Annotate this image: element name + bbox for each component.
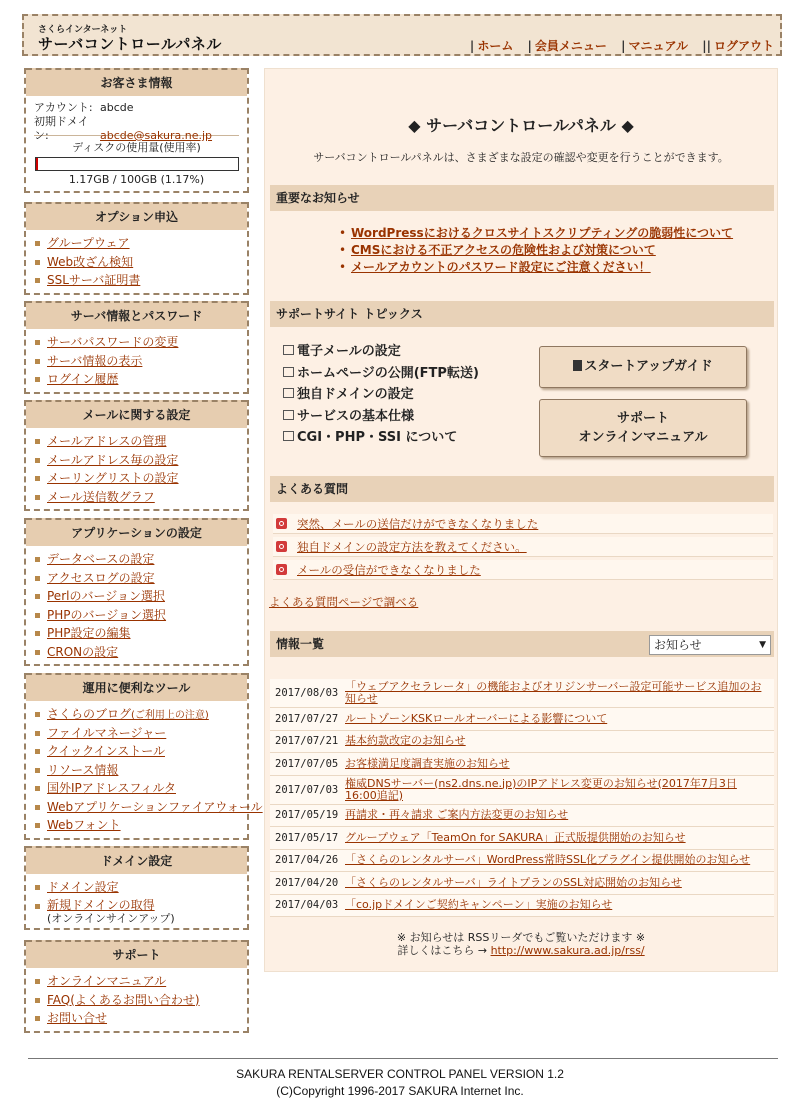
- news-link[interactable]: 再請求・再々請求 ご案内方法変更のお知らせ: [345, 808, 569, 822]
- faq-item[interactable]: メールの受信ができなくなりました: [273, 560, 773, 580]
- top-nav: [460, 37, 774, 54]
- news-row: 2017/04/03 「co.jpドメインご契約キャンペーン」実施のお知らせ: [270, 895, 774, 918]
- footer: [0, 1066, 800, 1100]
- external-link-icon: [283, 431, 294, 441]
- news-row: 2017/07/05 お客様満足度調査実施のお知らせ: [270, 753, 774, 776]
- sidebar-item-new-domain[interactable]: 新規ドメインの取得: [47, 897, 155, 912]
- sidebar-item-mail-send-graph[interactable]: メール送信数グラフ: [47, 489, 155, 504]
- notice-link[interactable]: メールアカウントのパスワード設定にご注意ください！: [351, 260, 651, 274]
- news-link[interactable]: 権威DNSサーバー(ns2.dns.ne.jp)のIPアドレス変更のお知らせ(2017年7月3日 16:00追記): [345, 776, 737, 802]
- sidebar-item-access-log[interactable]: アクセスログの設定: [47, 570, 155, 585]
- news-link[interactable]: グループウェア「TeamOn for SAKURA」正式版提供開始のお知らせ: [345, 830, 686, 844]
- news-row: 2017/05/19 再請求・再々請求 ご案内方法変更のお知らせ: [270, 805, 774, 828]
- news-row: 2017/04/26 「さくらのレンタルサーバ」WordPress常時SSL化プラグイン提供開始のお知らせ: [270, 850, 774, 873]
- options-box-title: オプション申込: [26, 202, 247, 230]
- important-notices-header: 重要なお知らせ: [270, 185, 774, 211]
- domain-box-title: ドメイン設定: [26, 846, 247, 874]
- sidebar-item-groupware[interactable]: グループウェア: [47, 236, 130, 250]
- info-category-select[interactable]: お知らせ ▼: [649, 635, 771, 655]
- nav-logout-link[interactable]: || ログアウト: [702, 39, 774, 53]
- startup-guide-button[interactable]: スタートアップガイド: [539, 346, 747, 388]
- sidebar-item-faq[interactable]: FAQ(よくあるお問い合わせ): [47, 992, 200, 1007]
- news-link[interactable]: 基本約款改定のお知らせ: [345, 734, 466, 748]
- book-icon: [573, 360, 582, 371]
- footer-version: SAKURA RENTALSERVER CONTROL PANEL VERSION 1.2: [236, 1067, 564, 1081]
- account-value: abcde: [100, 101, 134, 114]
- server-info-box: [24, 301, 249, 394]
- mail-settings-box: [24, 400, 249, 511]
- important-notices-list: [345, 225, 733, 276]
- sidebar-item-domain-settings[interactable]: ドメイン設定: [47, 880, 119, 894]
- notice-link[interactable]: WordPressにおけるクロスサイトスクリプティングの脆弱性について: [351, 226, 734, 240]
- question-icon: [276, 518, 287, 529]
- sidebar-item-cron[interactable]: CRONの設定: [47, 644, 119, 659]
- sidebar-item-php-version[interactable]: PHPのバージョン選択: [47, 607, 167, 622]
- disk-usage-fill: [36, 158, 38, 170]
- page-title: ◆ サーバコントロールパネル ◆: [408, 116, 634, 135]
- news-link[interactable]: 「ウェブアクセラレータ」の機能およびオリジンサーバー設定可能サービス追加のお知らせ: [345, 680, 762, 705]
- nav-member-menu-link[interactable]: | 会員メニュー: [527, 39, 607, 53]
- brand-subtitle: さくらインターネット: [38, 25, 128, 35]
- page-header: [22, 14, 782, 56]
- sidebar-item-change-password[interactable]: サーバパスワードの変更: [47, 335, 179, 349]
- topic-item[interactable]: 電子メールの設定: [283, 341, 479, 363]
- account-label: アカウント:: [34, 101, 93, 114]
- sidebar-item-database[interactable]: データベースの設定: [47, 552, 155, 566]
- sidebar-item-web-font[interactable]: Webフォント: [47, 818, 121, 832]
- disk-usage-bar: [35, 157, 239, 171]
- chevron-down-icon: ▼: [759, 640, 766, 650]
- sidebar-item-web-tamper-detection[interactable]: Web改ざん検知: [47, 254, 134, 269]
- external-link-icon: [283, 410, 294, 420]
- footer-copyright: (C)Copyright 1996-2017 SAKURA Internet Inc.: [276, 1084, 524, 1098]
- rss-note: ※ お知らせは RSSリーダでもご覧いただけます ※ 詳しくはこちら → http://www.sakura.ad.jp/rss/: [396, 931, 646, 957]
- sidebar-item-resource-info[interactable]: リソース情報: [47, 762, 119, 777]
- sidebar-item-foreign-ip-filter[interactable]: 国外IPアドレスフィルタ: [47, 781, 176, 795]
- brand-title: サーバコントロールパネル: [38, 35, 222, 53]
- question-icon: [276, 541, 287, 552]
- external-link-icon: [283, 345, 294, 355]
- domain-label: 初期ドメイン:: [34, 115, 89, 142]
- news-link[interactable]: お客様満足度調査実施のお知らせ: [345, 756, 510, 770]
- sidebar-item-perl-version[interactable]: Perlのバージョン選択: [47, 589, 165, 603]
- topic-item[interactable]: CGI・PHP・SSI について: [283, 427, 479, 449]
- support-topics-list: [283, 341, 479, 449]
- faq-more-link[interactable]: よくある質問ページで調べる: [269, 595, 419, 609]
- sidebar-item-ssl-certificate[interactable]: SSLサーバ証明書: [47, 273, 141, 287]
- faq-header: よくある質問: [270, 476, 774, 502]
- news-row: 2017/05/17 グループウェア「TeamOn for SAKURA」正式版提供開始のお知らせ: [270, 827, 774, 850]
- support-topics-header: サポートサイト トピックス: [270, 301, 774, 327]
- news-link[interactable]: 「さくらのレンタルサーバ」WordPress常時SSL化プラグイン提供開始のお知らせ: [345, 853, 751, 867]
- faq-item[interactable]: 独自ドメインの設定方法を教えてください。: [273, 537, 773, 557]
- tools-box: [24, 673, 263, 840]
- options-box: [24, 202, 249, 295]
- sidebar-item-online-manual[interactable]: オンラインマニュアル: [47, 974, 167, 988]
- news-row: 2017/04/20 「さくらのレンタルサーバ」ライトプランのSSL対応開始のお知らせ: [270, 872, 774, 895]
- news-link[interactable]: ルートゾーンKSKロールオーバーによる影響について: [345, 711, 608, 725]
- news-row: 2017/07/27 ルートゾーンKSKロールオーバーによる影響について: [270, 708, 774, 731]
- domain-box: [24, 846, 249, 930]
- external-link-icon: [283, 388, 294, 398]
- sidebar-item-server-info[interactable]: サーバ情報の表示: [47, 353, 143, 368]
- news-link[interactable]: 「さくらのレンタルサーバ」ライトプランのSSL対応開始のお知らせ: [345, 875, 682, 889]
- sidebar-item-waf[interactable]: Webアプリケーションファイアウォール: [47, 799, 263, 814]
- news-row: 2017/08/03 「ウェブアクセラレータ」の機能およびオリジンサーバー設定可能サービス追加のお知らせ: [270, 679, 774, 708]
- server-info-box-title: サーバ情報とパスワード: [26, 301, 247, 329]
- app-settings-box: [24, 518, 249, 666]
- footer-divider: [28, 1058, 778, 1059]
- nav-home-link[interactable]: | ホーム: [469, 39, 514, 53]
- sidebar-item-quick-install[interactable]: クイックインストール: [47, 744, 165, 758]
- nav-manual-link[interactable]: | マニュアル: [621, 39, 689, 53]
- initial-domain-link[interactable]: abcde@sakura.ne.jp: [100, 129, 213, 142]
- account-box: [24, 68, 249, 193]
- app-settings-box-title: アプリケーションの設定: [26, 518, 247, 546]
- faq-item[interactable]: 突然、メールの送信だけができなくなりました: [273, 514, 773, 534]
- info-list-header: 情報一覧: [270, 631, 774, 657]
- support-box: [24, 940, 249, 1033]
- topic-item[interactable]: サービスの基本仕様: [283, 406, 479, 428]
- sidebar-item-mailing-list[interactable]: メーリングリストの設定: [47, 471, 179, 485]
- question-icon: [276, 564, 287, 575]
- tools-box-title: 運用に便利なツール: [26, 673, 247, 701]
- rss-link[interactable]: http://www.sakura.ad.jp/rss/: [490, 944, 645, 957]
- support-box-title: サポート: [26, 940, 247, 968]
- sidebar-item-file-manager[interactable]: ファイルマネージャー: [47, 725, 167, 740]
- news-row: 2017/07/03 権威DNSサーバー(ns2.dns.ne.jp)のIPアドレス変更のお知らせ(2017年7月3日 16:00追記): [270, 776, 774, 805]
- sidebar-item-sakura-blog[interactable]: さくらのブログ(ご利用上の注意): [47, 707, 209, 721]
- news-link[interactable]: 「co.jpドメインご契約キャンペーン」実施のお知らせ: [345, 898, 613, 912]
- sidebar-item-php-settings[interactable]: PHP設定の編集: [47, 626, 131, 640]
- news-row: 2017/07/21 基本約款改定のお知らせ: [270, 731, 774, 754]
- page-description: サーバコントロールパネルは、さまざまな設定の確認や変更を行うことができます。: [313, 151, 729, 164]
- account-box-title: お客さま情報: [26, 68, 247, 96]
- disk-usage-text: 1.17GB / 100GB (1.17%): [68, 173, 205, 186]
- online-manual-button[interactable]: サポート オンラインマニュアル: [539, 399, 747, 457]
- mail-settings-box-title: メールに関する設定: [26, 400, 247, 428]
- sidebar-item-login-history[interactable]: ログイン履歴: [47, 372, 119, 386]
- sidebar-item-mail-address-settings[interactable]: メールアドレス毎の設定: [47, 452, 179, 467]
- sidebar-item-mail-address-management[interactable]: メールアドレスの管理: [47, 434, 167, 448]
- disk-usage-label: ディスクの使用量(使用率): [34, 135, 239, 155]
- notice-link[interactable]: CMSにおける不正アクセスの危険性および対策について: [351, 243, 656, 257]
- main-panel: [264, 68, 778, 972]
- external-link-icon: [283, 367, 294, 377]
- new-domain-note: (オンラインサインアップ): [47, 911, 175, 925]
- news-list: [270, 679, 774, 917]
- topic-item[interactable]: 独自ドメインの設定: [283, 384, 479, 406]
- topic-item[interactable]: ホームページの公開(FTP転送): [283, 363, 479, 385]
- sidebar-item-contact[interactable]: お問い合せ: [47, 1011, 108, 1025]
